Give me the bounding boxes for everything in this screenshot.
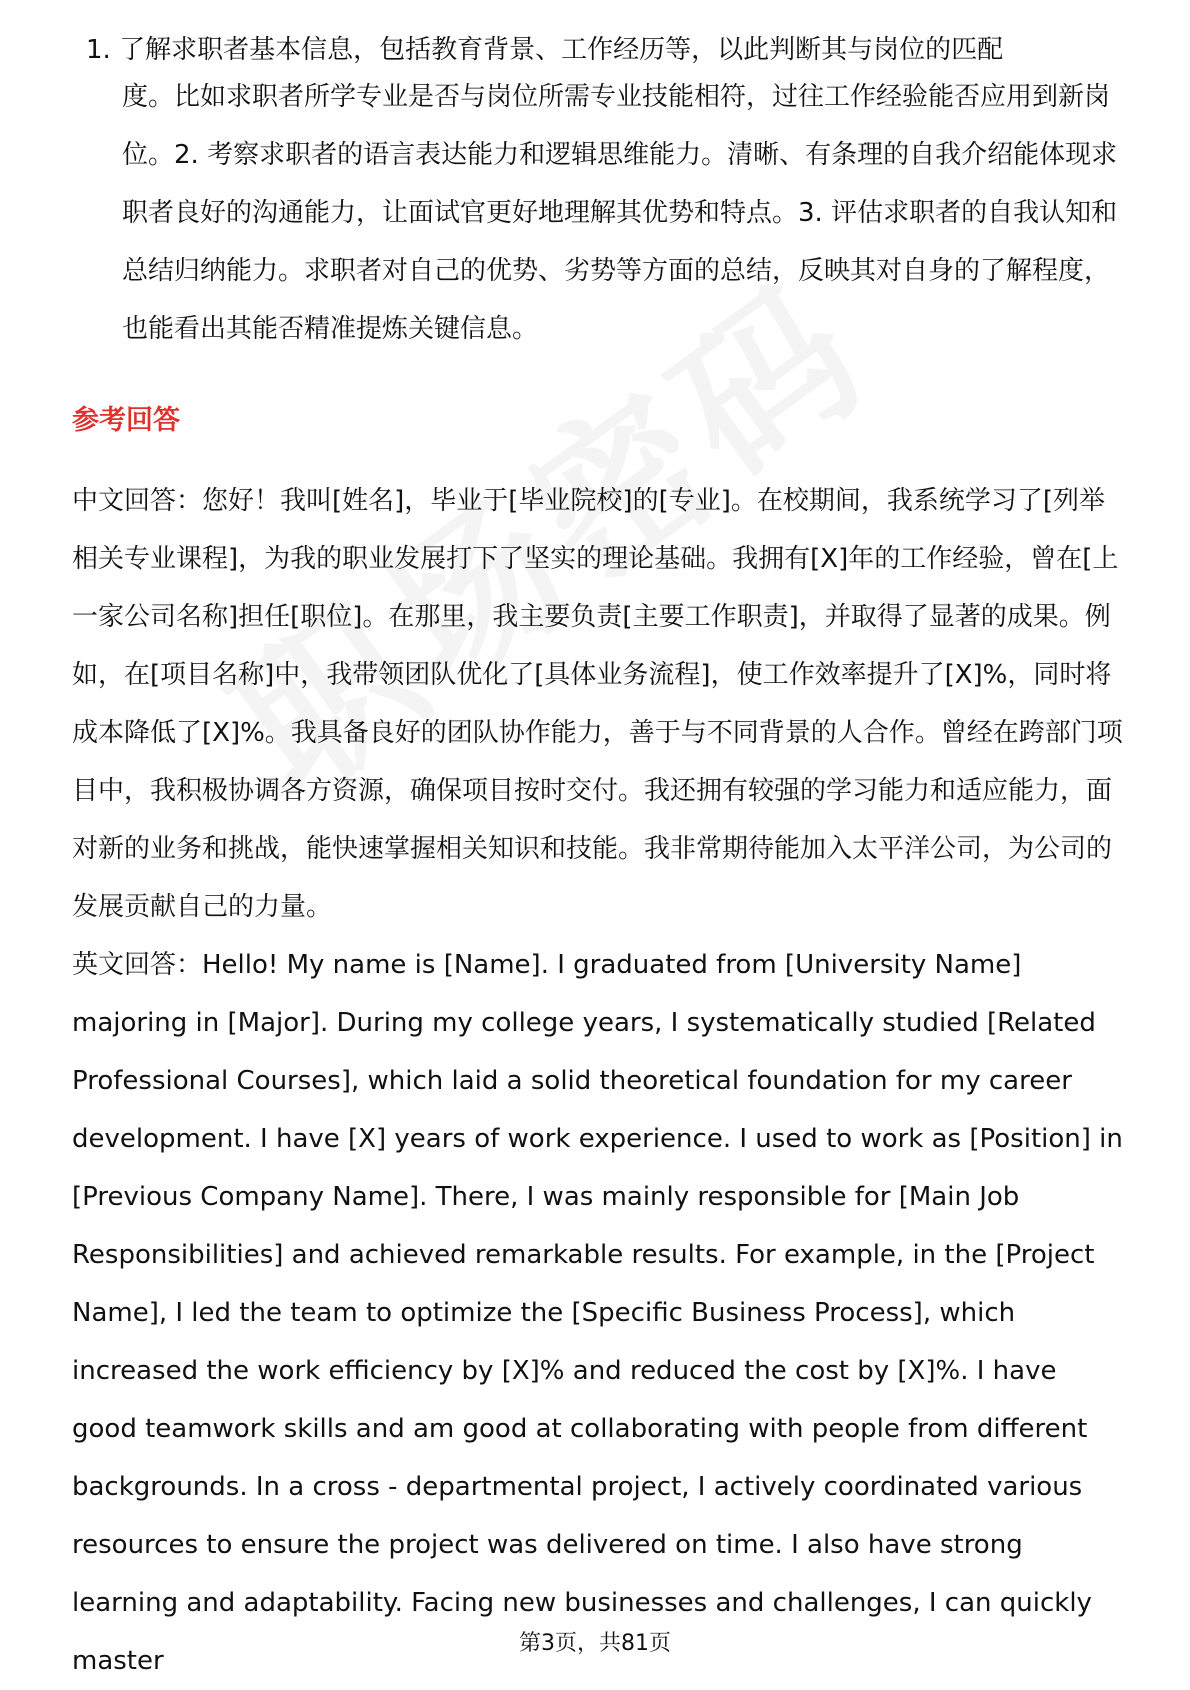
- reference-answer: [72, 472, 1126, 1690]
- english-answer: 英文回答：Hello! My name is [Name]. I graduated from [University Name] majoring in [Major]. During my college years, I systematically studied [Related Professional Courses], which laid a solid theoretical foundation for my career development. I have [X] years of work experience. I used to work as [Position] in [Previous Company Name]. There, I was mainly responsible for [Main Job Responsibilities] and achieved remarkable results. For example, in the [Project Name], I led the team to optimize the [Specific Business Process], which increased the work efficiency by [X]% and reduced the cost by [X]%. I have good teamwork skills and am good at collaborating with people from different backgrounds. In a cross - departmental project, I actively coordinated various resources to ensure the project was delivered on time. I also have strong learning and adaptability. Facing new businesses and challenges, I can quickly master: [72, 950, 1123, 1676]
- page-number: 第3页，共81页: [519, 1631, 671, 1656]
- intro-first-line: 1. 了解求职者基本信息，包括教育背景、工作经历等，以此判断其与岗位的匹配: [86, 35, 1004, 65]
- intro-body: 度。比如求职者所学专业是否与岗位所需专业技能相符，过往工作经验能否应用到新岗位。2. 考察求职者的语言表达能力和逻辑思维能力。清晰、有条理的自我介绍能体现求职者良好的沟通能力，让面试官更好地理解其优势和特点。3. 评估求职者的自我认知和总结归纳能力。求职者对自己的优势、劣势等方面的总结，反映其对自身的了解程度，也能看出其能否精准提炼关键信息。: [122, 82, 1118, 344]
- section-title: 参考回答: [72, 405, 180, 436]
- intro-paragraph: [86, 35, 1124, 358]
- chinese-answer: 中文回答：您好！我叫[姓名]，毕业于[毕业院校]的[专业]。在校期间，我系统学习了[列举相关专业课程]，为我的职业发展打下了坚实的理论基础。我拥有[X]年的工作经验，曾在[上一家公司名称]担任[职位]。在那里，我主要负责[主要工作职责]，并取得了显著的成果。例如，在[项目名称]中，我带领团队优化了[具体业务流程]，使工作效率提升了[X]%，同时将成本降低了[X]%。我具备良好的团队协作能力，善于与不同背景的人合作。曾经在跨部门项目中，我积极协调各方资源，确保项目按时交付。我还拥有较强的学习能力和适应能力，面对新的业务和挑战，能快速掌握相关知识和技能。我非常期待能加入太平洋公司，为公司的发展贡献自己的力量。: [72, 486, 1123, 922]
